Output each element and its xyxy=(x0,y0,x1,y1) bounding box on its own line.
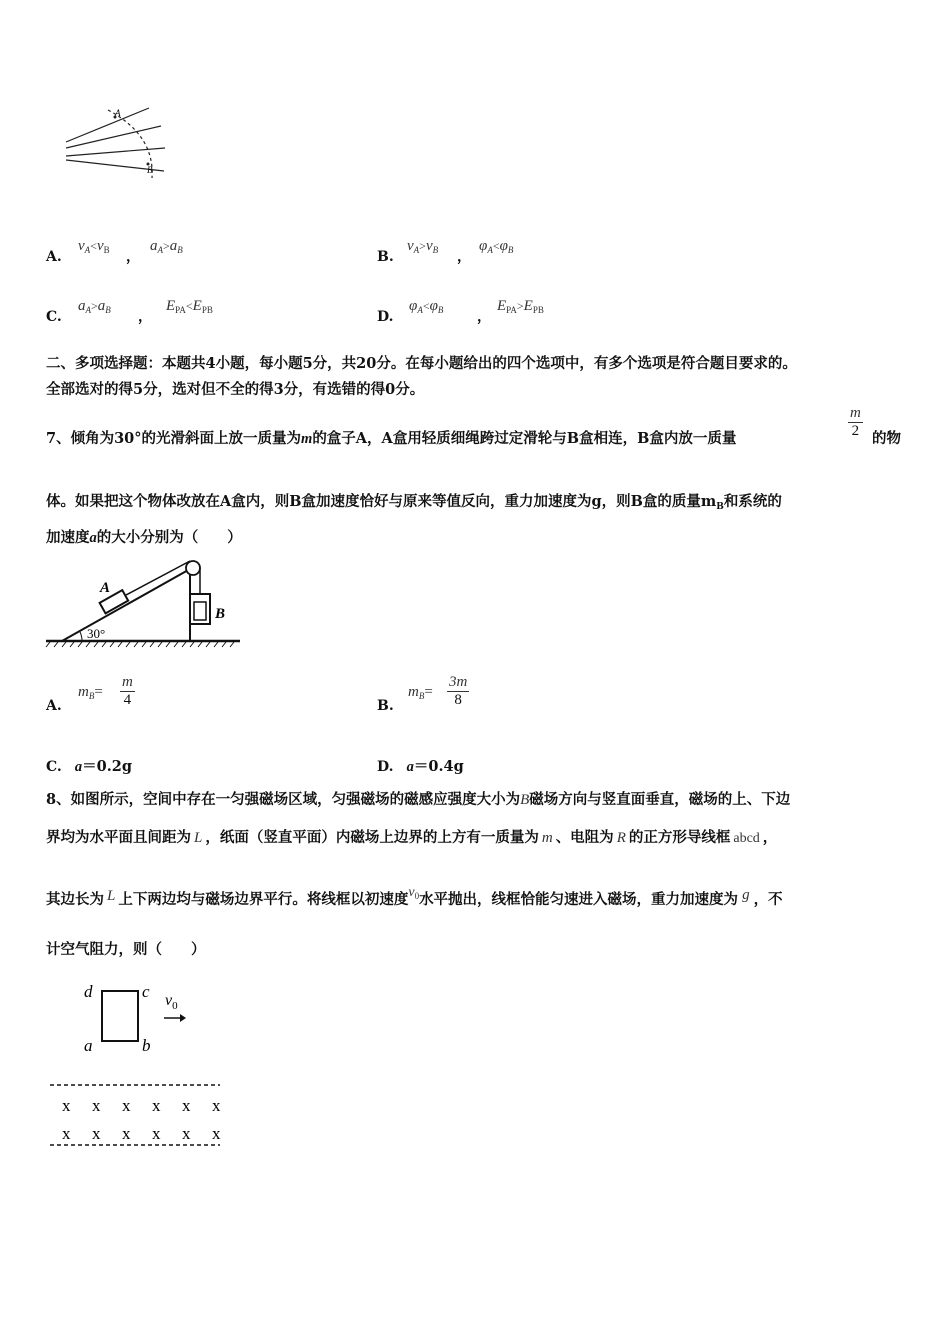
fraction: $\frac{3m}{8}$ xyxy=(449,674,468,708)
svg-text:x: x xyxy=(62,1096,71,1115)
q7-option-a[interactable]: A. $m_B=$ $\frac{m}{4}$ xyxy=(46,674,133,714)
q7-option-b[interactable]: B. $m_B=$ $\frac{3m}{8}$ xyxy=(377,674,468,714)
fraction: $\frac{m}{4}$ xyxy=(122,674,133,708)
svg-text:x: x xyxy=(152,1096,161,1115)
formula-2: $E_{PA}<E_{PB}$ xyxy=(166,298,213,315)
svg-text:x: x xyxy=(122,1096,131,1115)
ground-hatch xyxy=(46,642,234,647)
label-d: d xyxy=(84,982,93,1001)
formula-1: $v_A>v_B$ xyxy=(407,238,439,255)
formula-lhs: $m_B=$ xyxy=(408,684,433,701)
arrow-head xyxy=(180,1014,186,1022)
q6-option-b[interactable]: B. $v_A>v_B$ ， $\varphi_A<\varphi_B$ xyxy=(377,238,514,265)
formula-2: $a_A>a_B$ xyxy=(150,238,183,255)
q8-line-3: 其边长为 L 上下两边均与磁场边界平行。将线框以初速度$v_0$水平抛出，线框恰能匀速进入磁场，重力加速度为 g ，不 xyxy=(46,885,783,908)
angle-arc xyxy=(80,632,82,641)
field-crosses xyxy=(62,1096,221,1143)
svg-text:x: x xyxy=(122,1124,131,1143)
svg-text:x: x xyxy=(212,1096,221,1115)
formula-lhs: $m_B=$ xyxy=(78,684,103,701)
q7-option-d[interactable]: D. a＝0.4g xyxy=(377,758,464,775)
incline-surface xyxy=(62,569,190,641)
option-letter: A. xyxy=(46,249,62,265)
q8-line-2: 界均为水平面且间距为 L ，纸面（竖直平面）内磁场上边界的上方有一质量为 m 、电阻为 R 的正方形导线框 abcd ， xyxy=(46,829,778,846)
field-line xyxy=(66,108,149,142)
incline-pulley-figure xyxy=(44,558,244,650)
trajectory-dashed xyxy=(108,110,152,178)
q7-line-3: 加速度a的大小分别为（ ） xyxy=(46,529,242,546)
formula-1: $\varphi_A<\varphi_B$ xyxy=(409,298,444,315)
q8-line-4: 计空气阻力，则（ ） xyxy=(46,941,206,958)
svg-text:x: x xyxy=(182,1096,191,1115)
section-heading: 二、多项选择题：本题共4小题，每小题5分，共20分。在每小题给出的四个选项中，有多个选项是符合题目要求的。 xyxy=(46,355,797,372)
q6-option-a[interactable]: A. $v_A<v_B$ ， $a_A>a_B$ xyxy=(46,238,183,265)
label-b: B xyxy=(215,606,226,622)
option-letter: B. xyxy=(377,249,394,265)
label-b: b xyxy=(142,1036,151,1055)
angle-label: 30° xyxy=(87,626,106,641)
svg-text:x: x xyxy=(152,1124,161,1143)
velocity-label: $v_0$ xyxy=(165,992,178,1012)
box-b-inner xyxy=(194,602,206,620)
label-c: c xyxy=(142,982,150,1001)
label-a: A xyxy=(100,580,111,596)
fraction-m-over-2: $\frac{m}{2}$ xyxy=(850,405,861,439)
svg-text:x: x xyxy=(92,1096,101,1115)
rope-along-incline xyxy=(126,561,190,595)
formula-1: $v_A<v_B$ xyxy=(78,238,110,255)
option-letter: D. xyxy=(377,309,394,325)
wire-frame xyxy=(102,991,138,1041)
label-a: A xyxy=(115,108,121,118)
pulley xyxy=(186,561,200,575)
svg-text:x: x xyxy=(92,1124,101,1143)
q8-line-1: 8、如图所示，空间中存在一匀强磁场区域，匀强磁场的磁感应强度大小为B磁场方向与竖直面垂直，磁场的上、下边 xyxy=(46,791,791,808)
option-letter: C. xyxy=(46,309,62,325)
formula-1: $a_A>a_B$ xyxy=(78,298,111,315)
field-lines-figure xyxy=(60,100,170,185)
formula-2: $\varphi_A<\varphi_B$ xyxy=(479,238,514,255)
q7-line-1: 7、倾角为30°的光滑斜面上放一质量为m的盒子A，A盒用轻质细绳跨过定滑轮与B盒相连，B盒内放一质量 xyxy=(46,430,737,447)
svg-text:x: x xyxy=(182,1124,191,1143)
q7-line-2: 体。如果把这个物体改放在A盒内，则B盒加速度恰好与原来等值反向，重力加速度为g，则B盒的质量$m_B$和系统的 xyxy=(46,493,782,512)
svg-text:x: x xyxy=(62,1124,71,1143)
label-a: a xyxy=(84,1036,93,1055)
formula-2: $E_{PA}>E_{PB}$ xyxy=(497,298,544,315)
svg-text:x: x xyxy=(212,1124,221,1143)
magnetic-field-figure xyxy=(44,978,234,1153)
q7-option-c[interactable]: C. a＝0.2g xyxy=(46,758,132,775)
q6-option-d[interactable]: D. $\varphi_A<\varphi_B$ ， $E_{PA}>E_{PB}$ xyxy=(377,298,544,325)
field-line xyxy=(66,126,161,148)
section-instructions: 全部选对的得5分，选对但不全的得3分，有选错的得0分。 xyxy=(46,381,425,398)
q6-option-c[interactable]: C. $a_A>a_B$ ， $E_{PA}<E_{PB}$ xyxy=(46,298,213,325)
label-b: B xyxy=(147,165,153,175)
